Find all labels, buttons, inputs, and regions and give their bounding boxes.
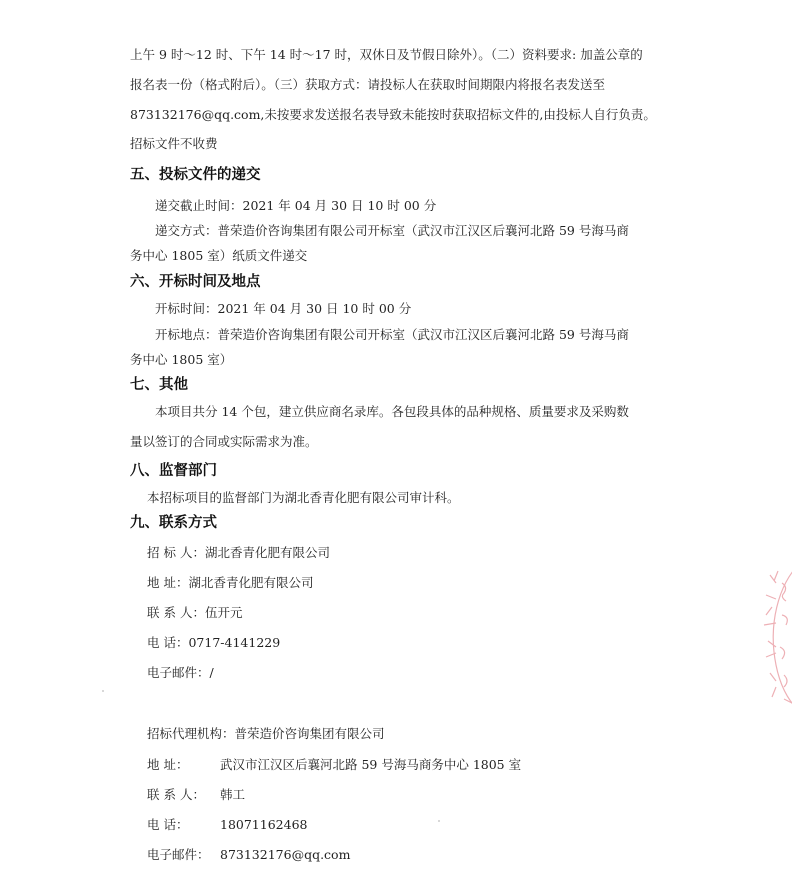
buyer-contact-label: 联 系 人： [147,605,205,620]
buyer-contact-value: 伍开元 [204,605,243,620]
intro-line-1: 上午 9 时～12 时、下午 14 时～17 时，双休日及节假日除外）。（二）资料要求: 加盖公章的 [130,47,643,62]
agent-phone-row [147,816,307,834]
agent-contact-value: 韩工 [220,787,246,802]
buyer-contact-row [147,604,242,622]
submission-method-line-2: 务中心 1805 室）纸质文件递交 [130,248,308,263]
agent-address-row [147,756,521,774]
intro-line-2: 报名表一份（格式附后）。（三）获取方式：请投标人在获取时间期限内将报名表发送至 [130,77,606,92]
agent-phone-label: 电 话： [147,817,189,832]
agent-phone-value: 18071162468 [220,817,308,832]
buyer-address-value: 湖北香青化肥有限公司 [188,575,314,590]
section-9-heading: 九、联系方式 [130,515,217,531]
opening-place-line-2: 务中心 1805 室） [130,352,233,367]
opening-time: 开标时间：2021 年 04 月 30 日 10 时 00 分 [155,301,412,316]
agent-email-value: 873132176@qq.com [220,847,351,862]
other-line-2: 量以签订的合同或实际需求为准。 [130,434,318,449]
agent-address-label: 地 址： [147,757,189,772]
agent-org-value: 普荣造价咨询集团有限公司 [234,726,385,741]
buyer-address-label: 地 址： [147,575,189,590]
buyer-email-row [147,664,214,682]
buyer-company-row [147,544,330,562]
buyer-company-label: 招 标 人： [147,545,205,560]
scan-speck [102,690,104,692]
section-8-heading: 八、监督部门 [130,463,217,479]
other-line-1: 本项目共分 14 个包，建立供应商名录库。各包段具体的品种规格、质量要求及采购数 [155,404,629,419]
section-6-heading: 六、开标时间及地点 [130,274,261,290]
buyer-email-value: / [209,665,214,680]
buyer-email-label: 电子邮件： [147,665,210,680]
buyer-phone-row [147,634,280,652]
buyer-address-row [147,574,314,592]
red-seal-stamp [748,555,792,715]
opening-place-line-1: 开标地点：普荣造价咨询集团有限公司开标室（武汉市江汉区后襄河北路 59 号海马商 [155,327,629,342]
agent-email-label: 电子邮件： [147,847,210,862]
agent-email-row [147,846,350,864]
submission-method-line-1: 递交方式：普荣造价咨询集团有限公司开标室（武汉市江汉区后襄河北路 59 号海马商 [155,223,629,238]
submission-deadline: 递交截止时间：2021 年 04 月 30 日 10 时 00 分 [155,198,437,213]
supervision-line: 本招标项目的监督部门为湖北香青化肥有限公司审计科。 [147,490,460,505]
section-5-heading: 五、投标文件的递交 [130,167,261,183]
intro-line-4: 招标文件不收费 [130,136,218,151]
agent-org-label: 招标代理机构： [147,726,235,741]
intro-line-3: 873132176@qq.com,未按要求发送报名表导致未能按时获取招标文件的,由投标人自行负责。 [130,107,656,122]
buyer-phone-label: 电 话： [147,635,189,650]
agent-org-row [147,725,385,743]
agent-address-value: 武汉市江汉区后襄河北路 59 号海马商务中心 1805 室 [220,757,522,772]
agent-contact-label: 联 系 人： [147,787,205,802]
scan-speck [438,820,440,822]
section-7-heading: 七、其他 [130,377,188,393]
agent-contact-row [147,786,245,804]
buyer-phone-value: 0717-4141229 [188,635,281,650]
buyer-company-value: 湖北香青化肥有限公司 [204,545,330,560]
